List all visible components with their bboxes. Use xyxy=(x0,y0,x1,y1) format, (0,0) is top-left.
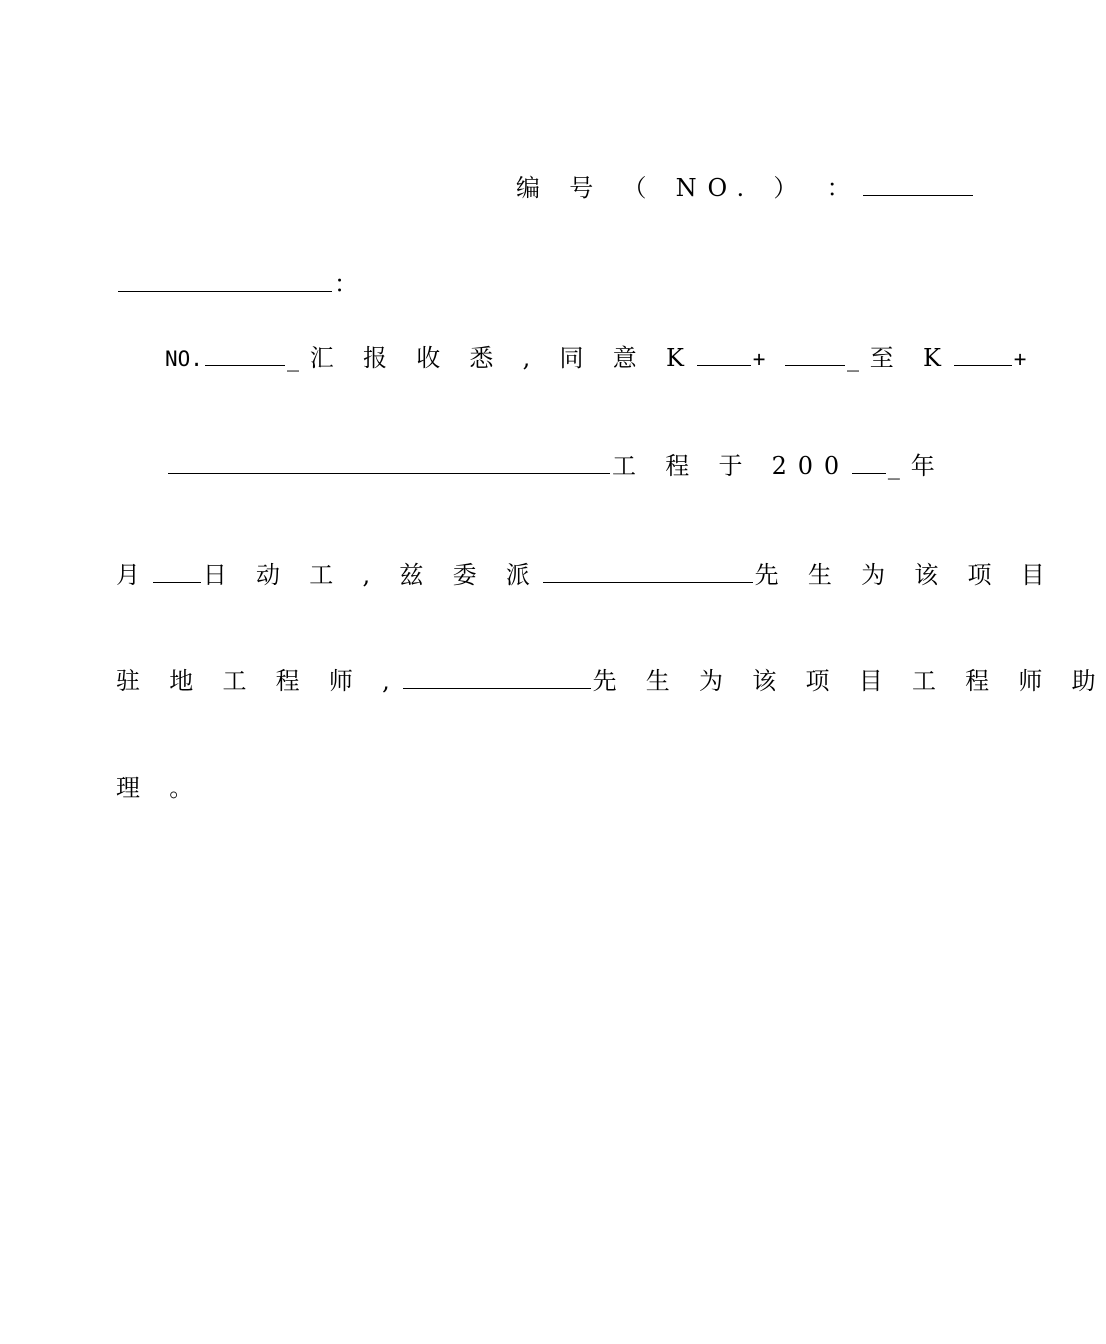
body-line-3 xyxy=(116,555,1056,595)
report-received-text: _汇 报 收 悉 , 同 意 K xyxy=(286,344,695,372)
serial-number-label: 编 号 （ NO. ） ： xyxy=(516,174,862,202)
start-year-blank[interactable] xyxy=(852,447,886,474)
body-line-1 xyxy=(165,338,1026,378)
body-line-2 xyxy=(166,446,946,486)
body-line-4 xyxy=(116,661,1106,701)
report-no-blank[interactable] xyxy=(205,339,285,366)
serial-number-line xyxy=(516,168,975,208)
start-chainage-km-blank[interactable] xyxy=(697,339,751,366)
addressee-blank[interactable] xyxy=(118,265,332,292)
end-chainage-km-blank[interactable] xyxy=(954,339,1012,366)
end-chainage-plus: + xyxy=(1013,347,1027,371)
assistant-engineer-end: 理 。 xyxy=(116,774,205,802)
project-start-text: 工 程 于 200 xyxy=(612,452,850,480)
body-line-5 xyxy=(116,768,204,808)
project-name-blank[interactable] xyxy=(168,447,610,474)
serial-number-blank[interactable] xyxy=(863,169,973,196)
start-work-text: 日 动 工 , 兹 委 派 xyxy=(202,561,541,589)
start-day-blank[interactable] xyxy=(153,556,201,583)
to-chainage-text: _至 K xyxy=(847,344,952,372)
resident-engineer-title: 驻 地 工 程 师 , xyxy=(116,667,401,695)
assistant-engineer-text: 先 生 为 该 项 目 工 程 师 助 xyxy=(592,667,1106,695)
resident-engineer-text: 先 生 为 该 项 目 xyxy=(754,561,1056,589)
year-label: _年 xyxy=(887,452,946,480)
start-chainage-plus: + xyxy=(752,347,766,371)
start-chainage-m-blank[interactable] xyxy=(785,339,845,366)
report-no-prefix: NO. xyxy=(165,347,203,371)
resident-engineer-blank[interactable] xyxy=(543,556,753,583)
addressee-colon: ： xyxy=(334,270,358,298)
assistant-engineer-blank[interactable] xyxy=(403,662,591,689)
addressee-line xyxy=(116,264,358,304)
month-label: 月 xyxy=(116,561,151,589)
